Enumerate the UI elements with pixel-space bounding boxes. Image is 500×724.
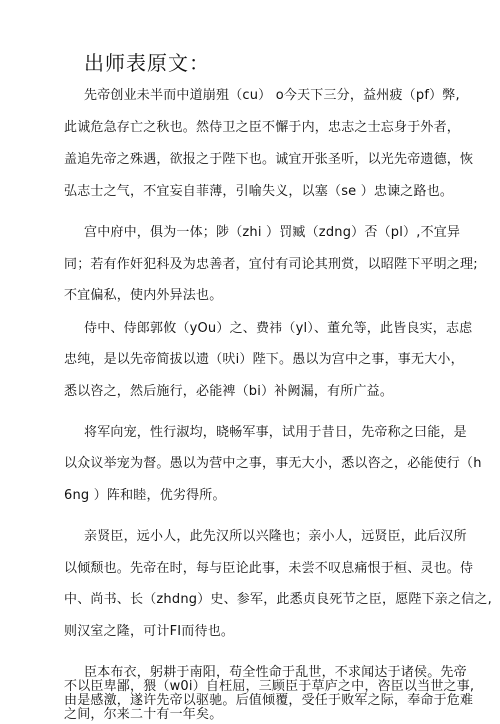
- text-line-5: 宫中府中，俱为一体；陟（zhi ）罚臧（zdng）否（pl）,不宜异: [84, 225, 461, 240]
- text-line-17: 则汉室之隆，可计FI而待也。: [64, 624, 235, 639]
- document-title: 出师表原文：: [84, 51, 210, 75]
- text-line-4: 弘志士之气，不宜妄自菲薄，引喻失义，以塞（se ）忠谏之路也。: [64, 184, 454, 199]
- text-line-14: 亲贤臣，远小人，此先汉所以兴隆也；亲小人，远贤臣，此后汉所: [84, 529, 467, 544]
- text-line-19: 不以臣卑鄙，猥（w0i）自枉屈，三顾臣于草庐之中，咨臣以当世之事,: [64, 679, 475, 694]
- text-line-3: 盖追先帝之殊遇，欲报之于陛下也。诚宜开张圣听，以光先帝遗德，恢: [64, 152, 474, 167]
- text-line-1: 先帝创业未半而中道崩殂（cu） o今天下三分，益州疲（pf）弊,: [84, 88, 460, 103]
- text-line-8: 侍中、侍郎郭攸（yOu）之、费祎（yl）、董允等，此皆良实，志虑: [84, 321, 473, 336]
- text-line-12: 以众议举宠为督。愚以为营中之事，事无大小，悉以咨之，必能使行（h: [64, 456, 482, 471]
- text-line-21: 之间，尔来二十有一年矣。: [64, 707, 223, 722]
- text-line-11: 将军向宠，性行淑均，晓畅军事，试用于昔日，先帝称之曰能，是: [84, 425, 467, 440]
- text-line-18: 臣本布衣，躬耕于南阳，苟全性命于乱世，不求闻达于诸侯。先帝: [84, 665, 467, 680]
- text-line-16: 中、尚书、长（zhdng）史、参军，此悉贞良死节之臣，愿陛下亲之信之,: [64, 592, 492, 607]
- text-line-13: 6ng ）阵和睦，优劣得所。: [64, 488, 226, 503]
- text-line-2: 此诚危急存亡之秋也。然侍卫之臣不懈于内，忠志之士忘身于外者，: [64, 120, 461, 135]
- text-line-7: 不宜偏私，使内外异法也。: [64, 288, 223, 303]
- text-line-20: 由是感激，遂许先帝以驱驰。后值倾覆，受任于败军之际，奉命于危难: [64, 693, 474, 708]
- text-line-6: 同；若有作奸犯科及为忠善者，宜付有司论其刑赏，以昭陛下平明之理;: [64, 257, 478, 272]
- text-line-15: 以倾颓也。先帝在时，每与臣论此事，未尝不叹息痛恨于桓、灵也。侍: [64, 561, 474, 576]
- text-line-10: 悉以咨之，然后施行，必能裨（bi）补阙漏，有所广益。: [64, 384, 394, 399]
- text-line-9: 忠纯，是以先帝简拔以遗（吠i）陛下。愚以为宫中之事，事无大小，: [64, 352, 464, 367]
